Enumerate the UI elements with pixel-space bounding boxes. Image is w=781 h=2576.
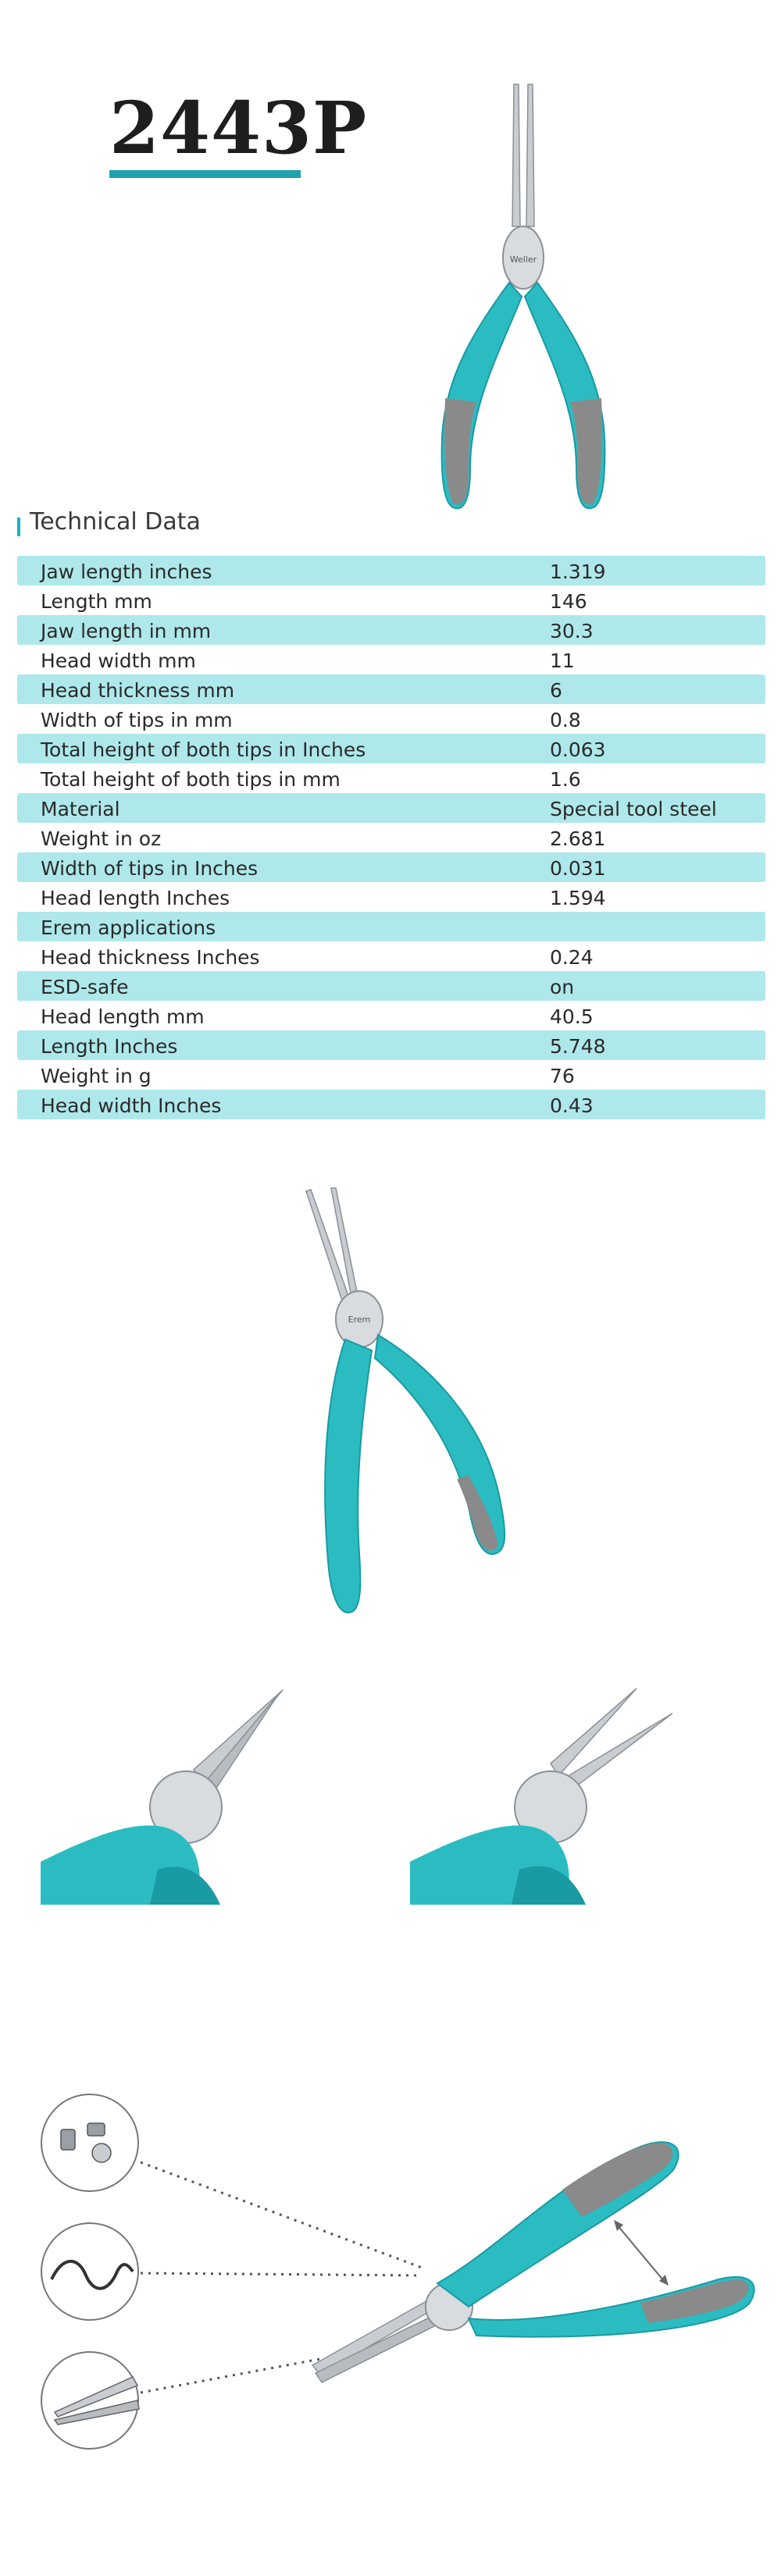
spec-row xyxy=(17,1060,765,1090)
spec-row xyxy=(17,852,765,882)
spec-value: 1.6 xyxy=(550,768,581,791)
spec-value: 6 xyxy=(550,679,562,702)
spec-value: 2.681 xyxy=(550,827,606,850)
spec-value: 76 xyxy=(550,1065,575,1087)
spec-label: Length mm xyxy=(41,590,152,613)
section-marker xyxy=(17,518,20,536)
spec-value: 5.748 xyxy=(550,1035,606,1058)
spec-row xyxy=(17,645,765,674)
spec-row xyxy=(17,556,765,585)
spec-label: Jaw length in mm xyxy=(41,620,212,642)
feature-components-icon xyxy=(41,2094,138,2191)
spec-label: Length Inches xyxy=(41,1035,178,1058)
title-underline xyxy=(109,170,301,178)
spec-value: 0.031 xyxy=(550,857,606,880)
spec-value: 0.063 xyxy=(550,738,606,761)
spec-label: Weight in g xyxy=(41,1065,152,1087)
spec-value: 0.8 xyxy=(550,709,581,731)
plier-front-image xyxy=(422,78,625,515)
plier-angled-image xyxy=(297,1187,547,1624)
spec-row xyxy=(17,1090,765,1119)
spec-row xyxy=(17,793,765,823)
spec-value: 40.5 xyxy=(550,1005,594,1028)
spec-row xyxy=(17,734,765,763)
section-heading: Technical Data xyxy=(30,508,201,535)
spec-table xyxy=(17,556,765,1119)
tip-closeup-left xyxy=(41,1682,291,1905)
spec-value: 0.24 xyxy=(550,946,594,969)
spec-row xyxy=(17,823,765,852)
brand-mark: Erem xyxy=(348,1315,371,1325)
spec-label: Head thickness Inches xyxy=(41,946,260,969)
brand-mark: Weller xyxy=(509,254,537,265)
spec-value: 1.594 xyxy=(550,887,606,909)
spec-row xyxy=(17,912,765,941)
spec-value: 146 xyxy=(550,590,587,613)
spec-label: Width of tips in Inches xyxy=(41,857,259,880)
spec-row xyxy=(17,615,765,645)
spec-value: on xyxy=(550,976,575,998)
spec-row xyxy=(17,674,765,704)
spec-label: Total height of both tips in mm xyxy=(41,768,341,791)
spec-label: Head length mm xyxy=(41,1005,205,1028)
spec-label: Head width mm xyxy=(41,649,196,672)
tip-closeup-right xyxy=(410,1682,679,1905)
spec-row xyxy=(17,1001,765,1030)
feature-diagram xyxy=(0,2045,781,2498)
spec-label: Head length Inches xyxy=(41,887,230,909)
spec-value: 1.319 xyxy=(550,560,606,583)
spec-label: Jaw length inches xyxy=(41,560,212,583)
spec-label: Head thickness mm xyxy=(41,679,235,702)
spec-label: ESD-safe xyxy=(41,976,129,998)
spec-label: Head width Inches xyxy=(41,1094,222,1117)
spec-label: Width of tips in mm xyxy=(41,709,233,731)
spec-value: 30.3 xyxy=(550,620,594,642)
spec-row xyxy=(17,704,765,734)
spec-row xyxy=(17,763,765,793)
spec-row xyxy=(17,882,765,912)
spec-label: Total height of both tips in Inches xyxy=(41,738,366,761)
spec-row xyxy=(17,585,765,615)
spec-row xyxy=(17,941,765,971)
spec-label: Erem applications xyxy=(41,916,216,939)
spec-label: Weight in oz xyxy=(41,827,162,850)
spec-value: Special tool steel xyxy=(550,798,717,820)
product-title: 2443P xyxy=(109,86,368,170)
spec-value: 11 xyxy=(550,649,575,672)
spec-value: 0.43 xyxy=(550,1094,594,1117)
spec-label: Material xyxy=(41,798,120,820)
spec-row xyxy=(17,971,765,1001)
spec-row xyxy=(17,1030,765,1060)
